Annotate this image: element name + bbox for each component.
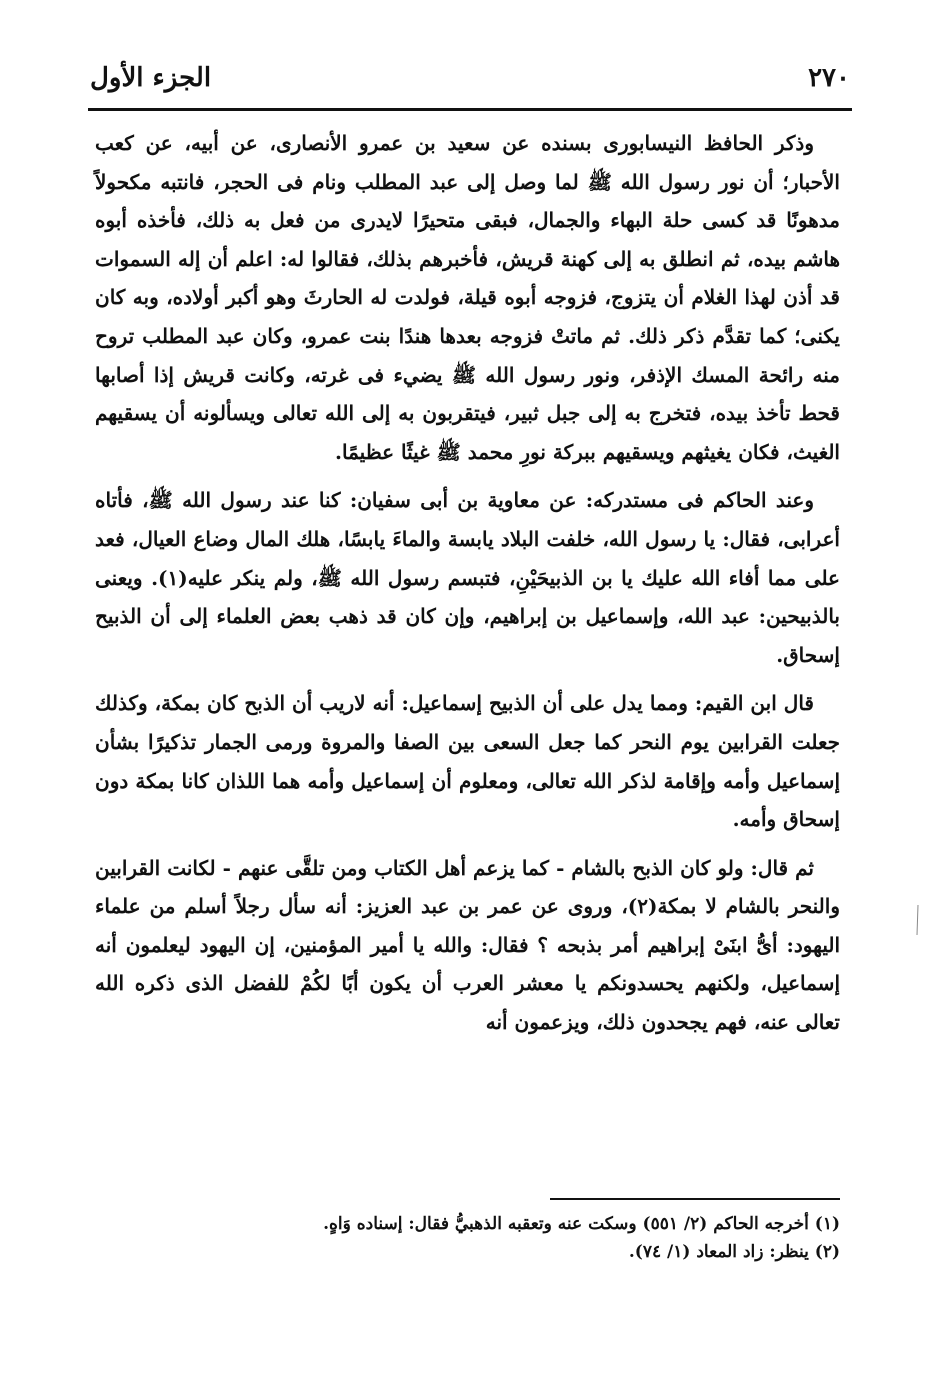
page-header (90, 52, 850, 104)
footnote-rule (550, 1198, 840, 1200)
paragraph-4: ثم قال: ولو كان الذبح بالشام - كما يزعم أهل الكتاب ومن تلقَّى عنهم - لكانت القرابين والنحر بالشام لا بمكة(٢)، وروى عن عمر بن عبد العزيز: أنه سأل رجلاً أسلم من علماء اليهود: أىُّ ابنَىْ إبراهيم أمر بذبحه ؟ فقال: والله يا أمير المؤمنين، إن اليهود ليعلمون أنه إسماعيل، ولكنهم يحسدونكم يا معشر العرب أن يكون أبًا لكُمْ للفضل الذى ذكره الله تعالى عنه، فهم يجحدون ذلك، ويزعمون أنه (95, 855, 840, 1035)
paragraph-3: قال ابن القيم: ومما يدل على أن الذبيح إسماعيل: أنه لاريب أن الذبح كان بمكة، وكذلك جعلت القرابين يوم النحر كما جعل السعى بين الصفا والمروة ورمى الجمار تذكيرًا بشأن إسماعيل وأمه وإقامة لذكر الله تعالى، ومعلوم أن إسماعيل وأمه هما اللذان كانا بمكة دون إسحاق وأمه. (95, 691, 840, 832)
footnote-2: (٢) ينظر: زاد المعاد (١/ ٧٤). (628, 1242, 840, 1262)
running-title: الجزء الأول (90, 63, 212, 93)
page-number: ٢٧٠ (808, 63, 850, 93)
header-rule (88, 108, 852, 111)
paragraph-2: وعند الحاكم فى مستدركه: عن معاوية بن أبى سفيان: كنا عند رسول الله ﷺ، فأتاه أعرابى، فقال: يا رسول الله، خلفت البلاد يابسة والماءَ يابسًا، هلك المال وضاع العيال، فعد على مما أفاء الله عليك يا بن الذبيحَيْنِ، فتبسم رسول الله ﷺ، ولم ينكر عليه(١). ويعنى بالذبيحين: عبد الله، وإسماعيل بن إبراهيم، وإن كان قد ذهب بعض العلماء إلى أن الذبيح إسحاق. (95, 488, 840, 667)
paragraph-1: وذكر الحافظ النيسابورى بسنده عن سعيد بن عمرو الأنصارى، عن أبيه، عن كعب الأحبار؛ أن نور رسول الله ﷺ لما وصل إلى عبد المطلب ونام فى الحجر، فانتبه مكحولاً مدهونًا قد كسى حلة البهاء والجمال، فبقى متحيرًا لايدرى من فعل به ذلك، فأخذه أبوه هاشم بيده، ثم انطلق به إلى كهنة قريش، فأخبرهم بذلك، فقالوا له: اعلم أن إله السموات قد أذن لهذا الغلام أن يتزوج، فزوجه أبوه قيلة، فولدت له الحارثَ وهو أكبر أولاده، وبه كان يكنى؛ كما تقدَّم ذكر ذلك. ثم ماتتْ فزوجه بعدها هندًا بنت عمرو، وكان عبد المطلب تروح منه رائحة المسك الإذفر، ونور رسول الله ﷺ يضيء فى غرته، وكانت قريش إذا أصابها قحط تأخذ بيده، فتخرج به إلى جبل ثبير، فيتقربون به إلى الله تعالى ويسألونه أن يسقيهم الغيث، فكان يغيثهم ويسقيهم ببركة نورِ محمد ﷺ غيثًا عظيمًا. (95, 131, 840, 464)
footnote-1: (١) أخرجه الحاكم (٢/ ٥٥١) وسكت عنه وتعقبه الذهبيُّ فقال: إسناده وَاهٍ. (323, 1214, 840, 1234)
footnotes (95, 1210, 840, 1266)
main-text (95, 124, 840, 1042)
